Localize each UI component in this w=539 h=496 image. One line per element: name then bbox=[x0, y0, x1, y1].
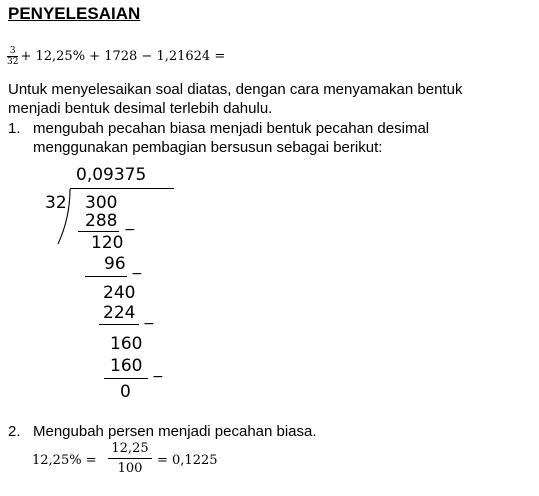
remainder-1: 120 bbox=[91, 233, 124, 253]
subtract-line-4 bbox=[104, 378, 148, 379]
minus-sign-1: − bbox=[124, 222, 136, 238]
remainder-3: 160 bbox=[110, 334, 143, 354]
step2-number: 2. bbox=[8, 423, 21, 440]
divisor: 32 bbox=[45, 193, 67, 213]
percent-fraction-bar bbox=[108, 458, 152, 459]
quotient-bar bbox=[70, 188, 174, 189]
subtrahend-2: 96 bbox=[104, 254, 126, 274]
problem-fraction-denominator: 32 bbox=[7, 57, 19, 67]
subtrahend-1: 288 bbox=[85, 211, 118, 231]
final-remainder: 0 bbox=[120, 382, 131, 402]
step2-text: Mengubah persen menjadi pecahan biasa. bbox=[33, 423, 317, 440]
dividend: 300 bbox=[85, 193, 118, 213]
percent-fraction-denominator: 100 bbox=[117, 461, 143, 476]
step1-line-2: menggunakan pembagian bersusun sebagai berikut: bbox=[33, 139, 383, 156]
problem-expression-rest: + 12,25% + 1728 − 1,21624 = bbox=[20, 49, 226, 64]
step1-number: 1. bbox=[8, 120, 21, 137]
remainder-2: 240 bbox=[103, 283, 136, 303]
percent-fraction bbox=[108, 441, 152, 476]
problem-fraction bbox=[7, 46, 18, 67]
page-title: PENYELESAIAN bbox=[8, 4, 141, 23]
percent-rhs: = 0,1225 bbox=[157, 453, 218, 468]
percent-lhs: 12,25% = bbox=[32, 453, 97, 468]
subtract-line-3 bbox=[99, 324, 139, 325]
subtrahend-3: 224 bbox=[103, 303, 136, 323]
minus-sign-3: − bbox=[143, 316, 155, 332]
problem-fraction-numerator: 3 bbox=[7, 46, 18, 57]
minus-sign-2: − bbox=[131, 266, 143, 282]
step1-line-1: mengubah pecahan biasa menjadi bentuk pecahan desimal bbox=[33, 120, 430, 137]
problem-expression bbox=[7, 46, 225, 67]
intro-line-1: Untuk menyelesaikan soal diatas, dengan cara menyamakan bentuk bbox=[8, 81, 463, 98]
percent-fraction-numerator: 12,25 bbox=[111, 441, 149, 456]
quotient: 0,09375 bbox=[76, 165, 147, 185]
minus-sign-4: − bbox=[152, 369, 164, 385]
subtrahend-4: 160 bbox=[110, 356, 143, 376]
subtract-line-2 bbox=[85, 276, 127, 277]
intro-line-2: menjadi bentuk desimal terlebih dahulu. bbox=[8, 100, 273, 117]
subtract-line-1 bbox=[78, 231, 119, 232]
